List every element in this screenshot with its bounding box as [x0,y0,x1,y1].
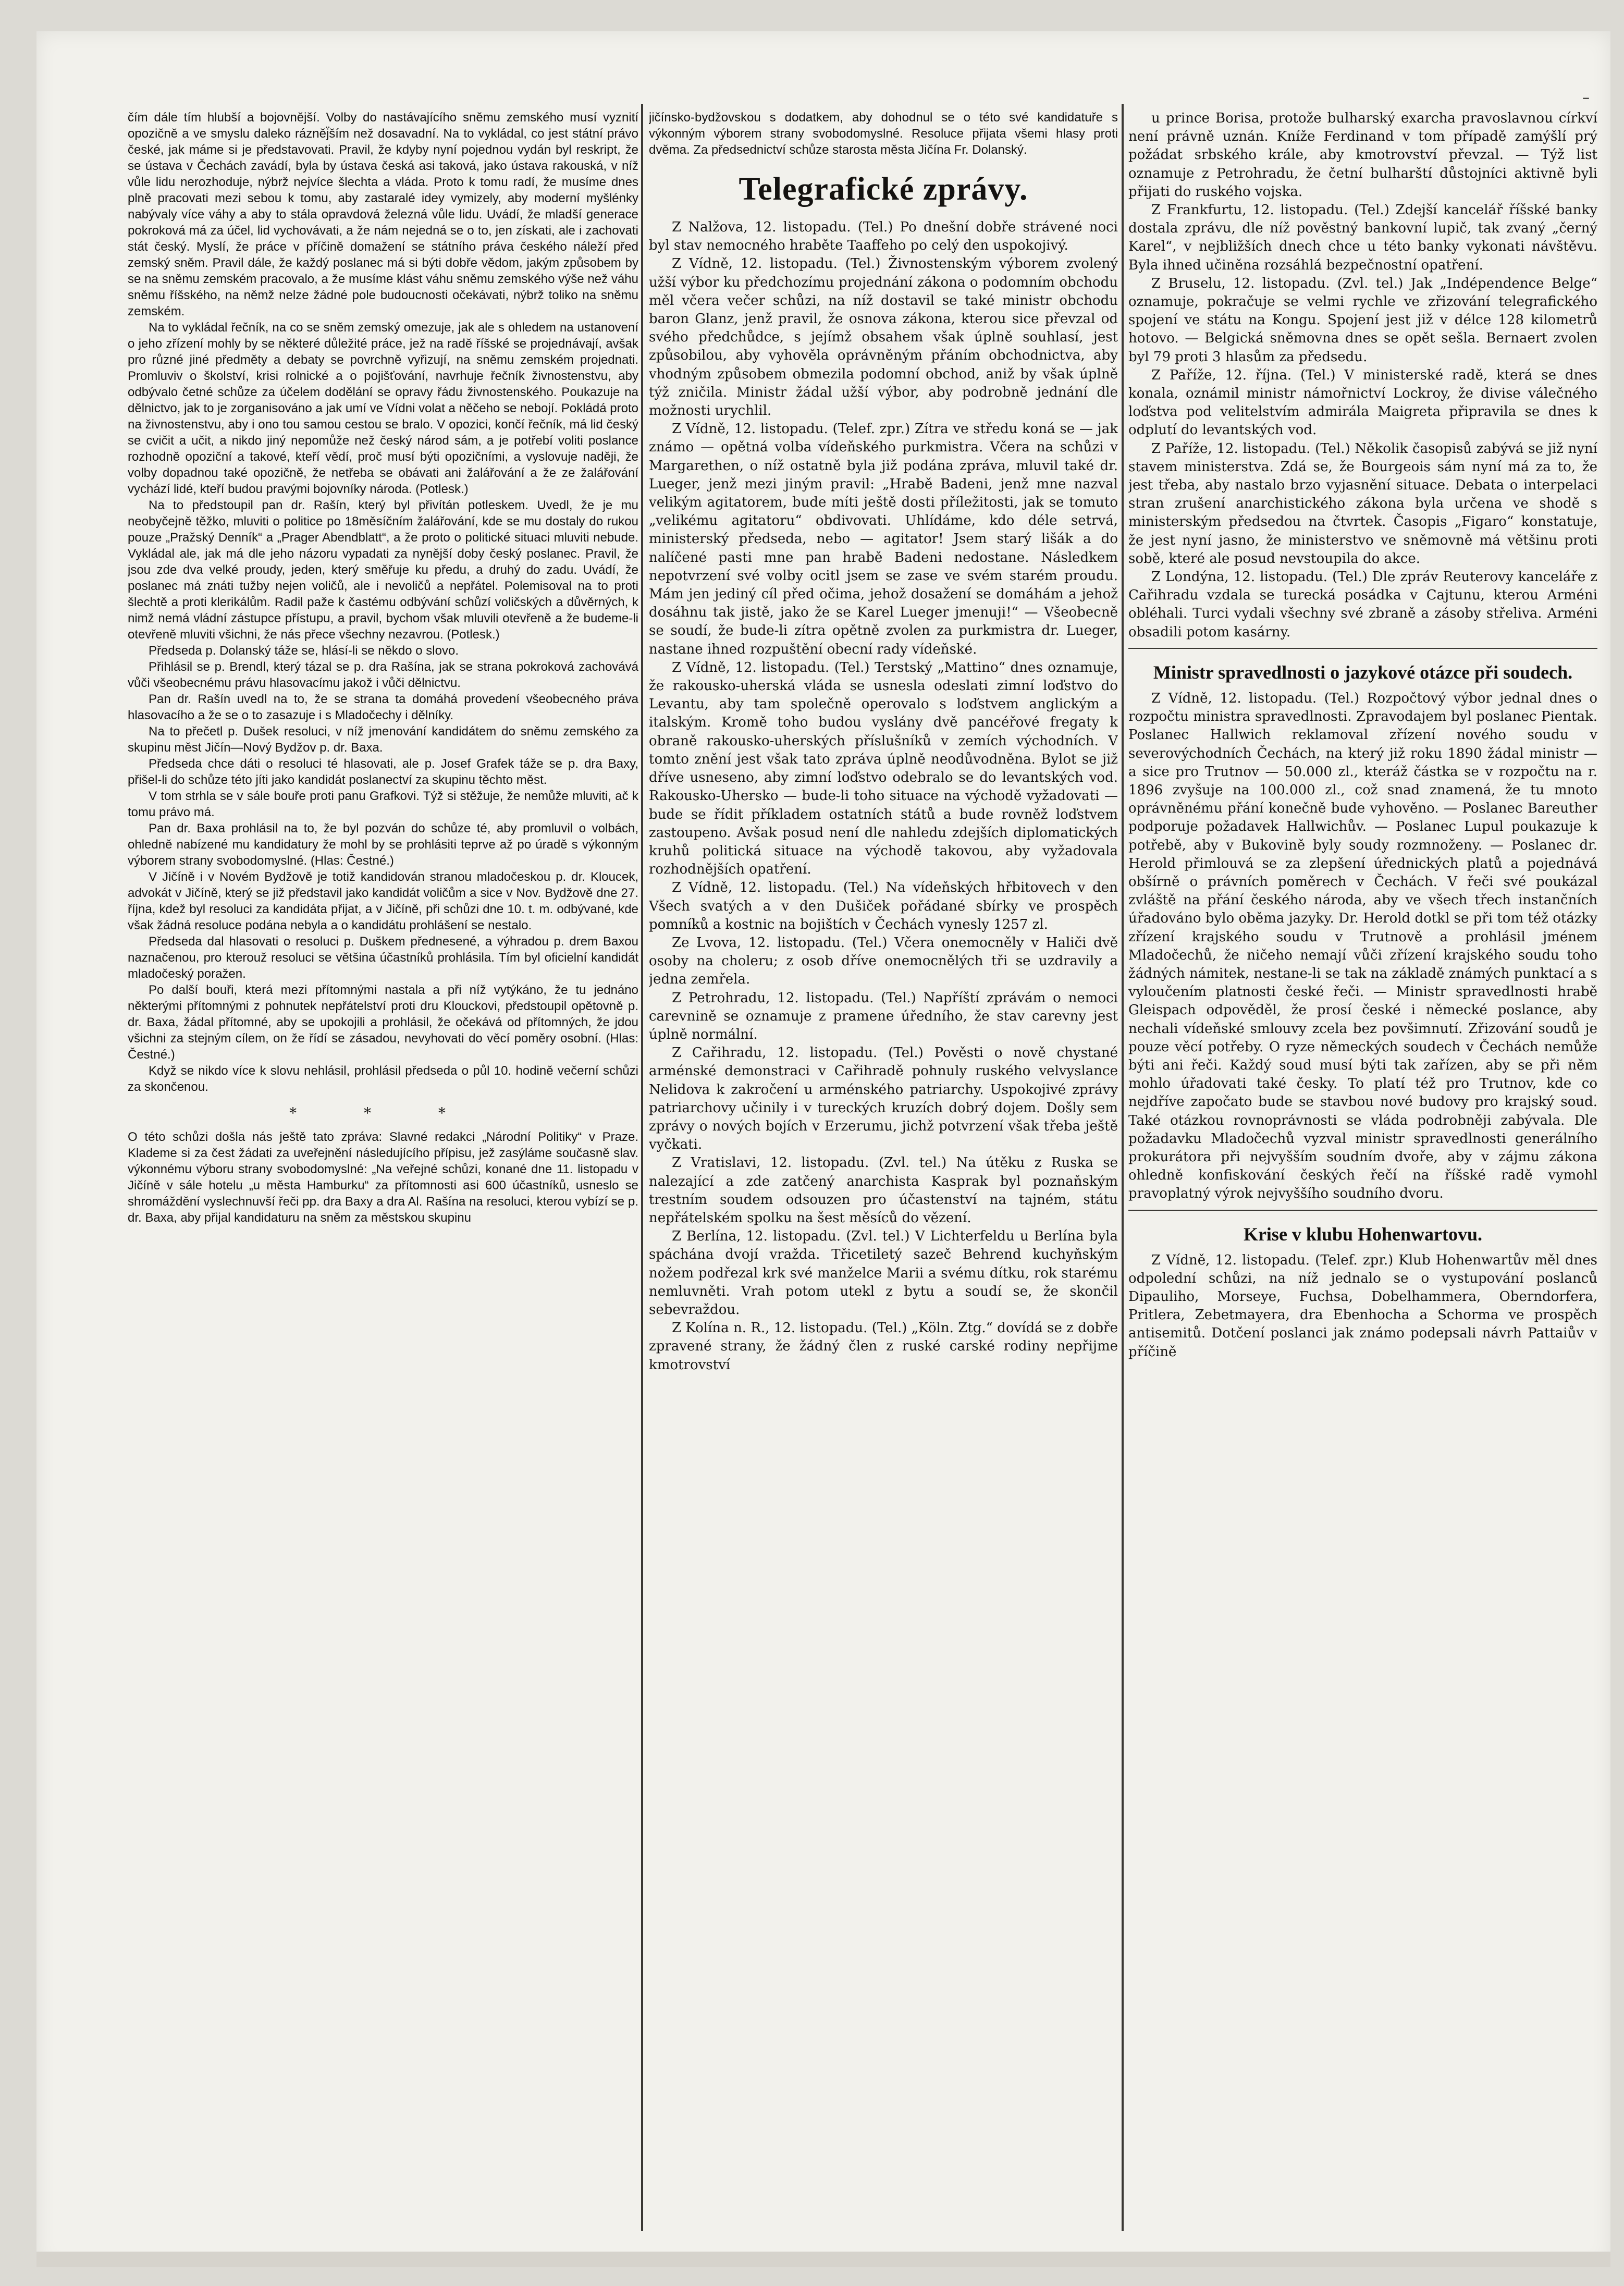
column-rule-left [641,104,643,2231]
paragraph: O této schůzi došla nás ještě tato zpráva: Slavné redakci „Národní Politiky“ v Praze. Klademe si za čest žádati za uveřejnění následujícího přípisu, jež zasýláme současně slav. výkonnému výboru strany svobodomyslné: „Na veřejné schůzi, konané dne 11. listopadu v Jičíně v sále hotelu „u města Hamburku“ za přítomnosti asi 600 účastníků, usneslo se shromáždění vyslechnuvší řeči pp. dra Baxy a dra Al. Rašína na resoluci, kterou vybízí se p. dr. Baxa, aby přijal kandidaturu na sněm za městskou skupinu [128,1130,638,1225]
news-item: Z Vídně, 12. listopadu. (Telef. zpr.) Zítra ve středu koná se — jak známo — opětná volba vídeňského purkmistra. Včera na schůzi v Margarethen, o níž ostatně byla již podána zpráva, mluvil také dr. Lueger, jenž mezi jiným pravil: „Hrabě Badeni, jenž mne nazval velikým agitatorem, bude míti ještě dosti příležitosti, jak se tomuto „velikému agitatoru“ obdivovati. Uhlídáme, kdo déle setrvá, ministerský předseda, nebo — agitator! Jsem starý lišák a do nalíčené pasti mne pan hrabě Badeni nedostane. Následkem nepotvrzení své volby ocitl jsem se zase ve svém starém proudu. Mám jen jediný cíl před očima, jehož dosažení se domáhám a jehož dosáhnu tak jistě, jako že se Karel Lueger jmenuji!“ — Všeobecně se soudí, že bude-li zítra opětně zvolen za purkmistra dr. Lueger, nastane ihned rozpuštění obecní rady vídeňské. [649,421,1118,657]
news-item: Z Kolína n. R., 12. listopadu. (Tel.) „Köln. Ztg.“ dovídá se z dobře zpravené strany, že žádný člen z ruské carské rodiny nepřijme kmotrovství [649,1320,1118,1373]
news-item: Z Cařihradu, 12. listopadu. (Tel.) Pověsti o nově chystané arménské demonstraci v Cařihradě pohnuly ruského velvyslance Nelidova k zakročení u arménského patriarchy. Uspokojivé zprávy patriarchovy učinily i v tureckých kruzích dobrý dojem. Došly sem zprávy o nových bojích v Erzerumu, jichž potvrzení však třeba ještě vyčkati. [649,1045,1118,1153]
corner-mark: – [1582,89,1590,106]
news-item: Z Vídně, 12. listopadu. (Telef. zpr.) Klub Hohenwartův měl dnes odpolední schůzi, na níž jednalo se o vystupování poslanců Dipauliho, Morseye, Fuchsa, Dobelhammera, Oberndorfera, Pritlera, Zebetmayera, dra Ebenhocha a Schorma ve prospěch antisemitů. Dotčení poslanci jak známo podepsali návrh Pattaiův v příčině [1128,1252,1597,1360]
column-left [128,109,638,2220]
news-item: Z Vídně, 12. listopadu. (Tel.) Živnostenským výborem zvolený užší výbor ku předchozímu projednání zákona o podomním obchodu měl včera večer schůzi, na níž dostavil se také ministr obchodu baron Glanz, jenž pravil, že osnova zákona, kterou sice převzal od svého předchůdce, s jejímž obsahem však úplně souhlasí, jest způsobilou, aby vyhověla oprávněným přáním obchodnictva, aby vhodným způsobem obmezila podomní obchod, aniž by však úplně týž zničila. Ministr žádal užší výbor, aby podrobně jednání dle možnosti urychlil. [649,256,1118,419]
newspaper-page [36,31,1610,2267]
paragraph: Pan dr. Rašín uvedl na to, že se strana ta domáhá provedení všeobecného práva hlasovacího a že se o to zasazuje i s Mladočechy i dělníky. [128,692,638,722]
news-item: u prince Borisa, protože bulharský exarcha pravoslavnou církví není právně uznán. Kníže Ferdinand v tom případě zamýšlí prý požádat srbského krále, aby kmotrovství převzal. — Týž list oznamuje z Petrohradu, že četní bulharští důstojníci aktivně byli přijati do ruského vojska. [1128,110,1597,200]
news-item: Z Vídně, 12. listopadu. (Tel.) Rozpočtový výbor jednal dnes o rozpočtu ministra spravedlnosti. Zpravodajem byl poslanec Pientak. Poslanec Hallwich reklamoval zřízení nového soudu v severovýchodních Čechách, na který již roku 1890 žádal ministr — a sice pro Trutnov — 50.000 zl., kteráž částka se v rozpočtu na r. 1896 zvyšuje na 100.000 zl., což snad znamená, že tu mnoto oprávněnému přání konečně bude vyhověno. — Poslanec Bareuther podporuje požadavek Hallwichův. — Poslanec Lupul poukazuje k potřebě, aby v Bukovině byly soudy rozmnoženy. — Poslanec dr. Herold přimlouvá se za zlepšení úřednických platů a pojednává obšírně o právních poměrech v Čechách. V řeči své poukázal zvláště na přání českého národa, aby ve všech třech instančních úřadováno bylo oběma jazyky. Dr. Herold dotkl se při tom též otázky zřízení krajského soudu v Trutnově a prohlásil jménem Mladočechů, že ničeho nemají vůči zřízení krajského soudu toho žádných námitek, nestane-li se tak na základě známých punktací a s vyloučením platnosti české řeči. — Ministr spravedlnosti hrabě Gleispach odpověděl, že prosí české i německé poslance, aby nechali vídeňské smlouvy zcela bez povšimnutí. Zřizování soudů je pouze věcí potřeby. O ryze německých soudech v Čechách nemůže býti ani řeči. Každý soud musí býti tak zařízen, aby se při něm mohlo úřadovati také česky. To platí též pro Trutnov, kde co nejdříve započato bude se stavbou nové budovy pro krajský soud. Také otázkou rovnoprávnosti se vláda podrobněji zabývala. Dle požadavku Mladočechů vyzval ministr spravedlnosti generálního prokurátora při nejvyšším soudním dvoře, aby v zájmu zákona ohledně konfiskování českých řečí na říšské radě vymohl pravoplatný výrok nejvyššího soudního dvoru. [1128,690,1597,1202]
paragraph: V tom strhla se v sále bouře proti panu Grafkovi. Týž si stěžuje, že nemůže mluviti, ač k tomu právo má. [128,789,638,819]
justice-minister-heading: Ministr spravedlnosti o jazykové otázce při soudech. [1153,661,1573,683]
news-item: Z Paříže, 12. října. (Tel.) V ministerské radě, která se dnes konala, oznámil ministr námořnictví Lockroy, že divise válečného loďstva pod velitelstvím admirála Maigreta připravila se dnes k odplutí do levantských vod. [1128,367,1597,438]
news-item: Z Vídně, 12. listopadu. (Tel.) Na vídeňských hřbitovech v den Všech svatých a v den Dušiček pořádané sbírky ve prospěch pomníků a kostnic na bojištích v Čechách vynesly 1257 zl. [649,880,1118,932]
paragraph: Na to předstoupil pan dr. Rašín, který byl přivítán potleskem. Uvedl, že je mu neobyčejně těžko, mluviti o politice po 18měsíčním žalářování, kde se mu dostaly do rukou pouze „Pražský Denník“ a „Prager Abendblatt“, a že proto o politické situaci mluviti nebude. Vykládal ale, jak má dle jeho názoru vypadati za nynější doby český poslanec. Pravil, že jsou zde dva velké proudy, jeden, který směřuje ku předu, a druhý do zadu. Uvádí, že poslanec má znáti tužby nejen voličů, ale i nevoličů a nepřátel. Polemisoval na to proti šlechtě a proti klerikálům. Radil paže k častému odbývání schůzí voličských a důvěrných, k nimž nemá vládní zástupce přístupu, a pravil, bychom však mluvili otevřeně a že budeme-li otevřeně mluviti všichni, že nás přece všechny nezavrou. (Potlesk.) [128,498,638,642]
paragraph: Na to přečetl p. Dušek resoluci, v níž jmenování kandidátem do sněmu zemského za skupinu měst Jičín—Nový Bydžov p. dr. Baxa. [128,724,638,755]
telegraph-items-continued [1128,109,1597,642]
section-divider [1128,1210,1597,1211]
telegraph-items [649,218,1118,1374]
column-right [1128,109,1597,2220]
news-item: Z Petrohradu, 12. listopadu. (Tel.) Napříští zprávám o nemoci carevnině se oznamuje z pramene úředního, že stav carevny jest úplně normální. [649,990,1118,1042]
paragraph: Přihlásil se p. Brendl, který tázal se p. dra Rašína, jak se strana pokroková zachovává vůči všeobecnému právu hlasovacímu jakož i vůči dělnictvu. [128,660,638,690]
paragraph: Předseda dal hlasovati o resoluci p. Duškem přednesené, a výhradou p. drem Baxou naznačenou, pro kterouž resoluci se většina účastníků prohlásila. Tím byl oficielní kandidát mladočeský poražen. [128,935,638,981]
news-item: Z Nalžova, 12. listopadu. (Tel.) Po dnešní dobře strávené noci byl stav nemocného hraběte Taaffeho po celý den uspokojivý. [649,219,1118,254]
news-item: Z Berlína, 12. listopadu. (Zvl. tel.) V Lichterfeldu u Berlína byla spáchána dvojí vražda. Třicetiletý sazeč Behrend kuchyňským nožem podřezal krk své manželce Marii a svému dítku, rok starému nemluvněti. Vrah potom utekl z bytu a soudí se, že skončil sebevraždou. [649,1228,1118,1318]
news-item: Z Londýna, 12. listopadu. (Tel.) Dle zpráv Reuterovy kanceláře z Cařihradu vzdala se turecká posádka v Cajtunu, kterou Arméni obléhali. Turci vydali všechny své zbraně a zásoby střeliva. Arméni obsadili potom kasárny. [1128,569,1597,640]
hohenwart-club-heading: Krise v klubu Hohenwartovu. [1243,1223,1483,1245]
intro-paragraph: jičínsko-bydžovskou s dodatkem, aby dohodnul se o této své kandidatuře s výkonným výborem strany svobodomyslné. Resoluce přijata všemi hlasy proti dvěma. Za předsednictví schůze starosta města Jičína Fr. Dolanský. [649,110,1118,157]
justice-minister-article [1128,690,1597,1203]
section-stars: * * * [289,1104,477,1122]
page-bottom-edge [36,2252,1610,2267]
paragraph: Po další bouři, která mezi přítomnými nastala a při níž vytýkáno, že tu jednáno některými přítomnými z pohnutek nepřátelství proti dru Klouckovi, předstoupil opětovně p. dr. Baxa, žádal přítomné, aby se upokojili a prohlásil, že očekává od přítomných, že jdou všichni za stejným cílem, on že řídí se zásadou, nevyhovati do věcí poměry osobní. (Hlas: Čestné.) [128,983,638,1062]
column-left-report [128,1129,638,1226]
news-item: Z Paříže, 12. listopadu. (Tel.) Několik časopisů zabývá se již nyní stavem ministerstva. Zdá se, že Bourgeois sám nyní má za to, že jest třeba, aby nastalo brzo vyjasnění situace. Debata o interpelaci stran zrušení anarchistického zákona byla určena ve shodě s ministerským předsedou na čtvrtek. Časopis „Figaro“ konstatuje, že jest nyní jasno, že ministerstvo ve sněmovně má většinu proti sobě, které ale posud nevstoupila do akce. [1128,440,1597,567]
paragraph: Když se nikdo více k slovu nehlásil, prohlásil předseda o půl 10. hodině večerní schůzi za skončenou. [128,1064,638,1094]
telegraph-heading: Telegrafické zprávy. [739,171,1028,207]
column-left-paragraphs [128,109,638,1095]
news-item: Ze Lvova, 12. listopadu. (Tel.) Včera onemocněly v Haliči dvě osoby na choleru; z osob dříve onemocnělých tři se uzdravily a jedna zemřela. [649,935,1118,988]
paragraph: čím dále tím hlubší a bojovnější. Volby do nastávajícího sněmu zemského musí vyznití opozičně a ve smyslu daleko rázněj̈ším než dosavadní. Na to vykládal, co jest státní právo české, jak máme si je představovati. Pravil, že kdyby nyní pojednou vydán byl reskript, že se ústava v Čechách zavádí, byla by ústava česká asi taková, jako ústava rakouská, v níž vůle lidu nerozhoduje, nýbrž nejvíce šlechta a vláda. Proto k tomu radí, že musíme dnes plně pracovati mezi sebou k tomu, aby zastaralé idey vymizely, aby moderní myšlénky nabývaly více váhy a aby to stála opravdová železná vůle lidu. Uvádí, že mladší generace pokroková má za účel, lid vychovávati, a že nám nejedná se o to, jen získati, ale i zachovati stát český. Myslí, že práce v příčině domažení se státního práva českého náleží před zemský sněm. Pravil dále, že každý poslanec má si býti dobře vědom, jakým způsobem by se na sněmu zemském pracovalo, a že musíme klást váhu sněmu zemského výše než váhu sněmu říšského, na němž nelze žádné pole budoucnosti očekávati, nýbrž toliko na sněmu zemském. [128,110,638,318]
column-rule-right [1122,104,1124,2231]
paragraph: Předseda chce dáti o resoluci té hlasovati, ale p. Josef Grafek táže se p. dra Baxy, přišel-li do schůze této jíti jako kandidát poslanectví za skupinu těchto měst. [128,757,638,787]
news-item: Z Bruselu, 12. listopadu. (Zvl. tel.) Jak „Indépendence Belge“ oznamuje, pokračuje se velmi rychle ve zřizování telegrafického spojení ve státu na Kongu. Spojení jest již v délce 128 kilometrů hotovo. — Belgická sněmovna dnes se opět sešla. Bernaert zvolen byl 79 proti 3 hlasům za předsedu. [1128,275,1597,365]
news-item: Z Vídně, 12. listopadu. (Tel.) Terstský „Mattino“ dnes oznamuje, že rakousko-uherská vláda se usnesla odeslati zimní loďstvo do Levantu, aby tam společně operovalo s loďstvem anglickým a italským. Kromě toho budou vyslány dvě pancéřové fregaty k obraně rakousko-uherských příslušníků v zemích východních. V tomto znění jest však tato zpráva úplně neodůvodněna. Bylot se již dříve usneseno, aby zimní loďstvo odebralo se do levantských vod. Rakousko-Uhersko — bude-li toho situace na východě vyžadovati — bude se řídit příkladem ostatních států a bude rovněž loďstvem zastoupeno. Avšak posud není dle nahledu zdejších diplomatických kruhů politická situace na východě takovou, aby vyžadovala rozhodnějších opatření. [649,659,1118,878]
paragraph: Předseda p. Dolanský táže se, hlásí-li se někdo o slovo. [149,644,459,658]
column-middle [649,109,1118,2220]
hohenwart-club-article [1128,1251,1597,1361]
section-divider [1128,648,1597,649]
paragraph: Pan dr. Baxa prohlásil na to, že byl pozván do schůze té, aby promluvil o volbách, ohledně nabízené mu kandidatury že mohl by se prohlásiti teprve až po úradě s výkonným výborem strany svobodomyslné. (Hlas: Čestné.) [128,821,638,868]
paragraph: Na to vykládal řečník, na co se sněm zemský omezuje, jak ale s ohledem na ustanovení o jeho zřízení mohly by se některé důležité práce, jež na radě říšské se projednávají, avšak pro různé jiné předměty a debaty se povrchně vyřizují, na sněmu zemském projednati. Promluviv o školství, krisi rolnické a o pojišťování, navrhuje řečník živnostenstvu, aby odbývalo četné schůze za účelem dodělání se opravy řádu živnostenského. Poukazuje na dělnictvo, jak to je zorganisováno a jak umí ve Vídni volat a něčeho se nebojí. Pokládá proto na živnostenstvu, aby i ono tou samou cestou se bralo. V opozici, končí řečník, má lid český se cvičit a učit, a nikdo jiný nepomůže než český národ sám, a je potřebí voliti poslance rozhodně opoziční a takové, kteří vědí, proč musí býti opozičními, a vyslovuje naději, že volby dopadnou také opozičně, že netřeba se obávati ani žalářování a že ze žalářování vychází lidé, kteří budou pravými bojovníky národa. (Potlesk.) [128,321,638,496]
paragraph: V Jičíně i v Novém Bydžově je totiž kandidován stranou mladočeskou p. dr. Kloucek, advokát v Jičíně, který se již představil jako kandidát voličům a sice v Nov. Bydžově dne 27. října, kdež byl resoluci za kandidáta přijat, a v Jičíně, při schůzi dne 10. t. m. odbývané, kde však žádná resoluce podána nebyla a o kandidátu prohlášení se nestalo. [128,870,638,932]
news-item: Z Vratislavi, 12. listopadu. (Zvl. tel.) Na útěku z Ruska se nalezající a zde zatčený anarchista Kasprak byl poznaňským trestním soudem odsouzen pro účastenství na tajném, státu nepřátelském spolku na šest měsíců do vězení. [649,1155,1118,1226]
news-item: Z Frankfurtu, 12. listopadu. (Tel.) Zdejší kancelář říšské banky dostala zprávu, dle níž pověstný bankovní lupič, tak zvaný „černý Karel“, v nejbližších dnech chce u této banky vykonati návštěvu. Byla ihned učiněna rozsáhlá bezpečnostní opatření. [1128,202,1597,273]
